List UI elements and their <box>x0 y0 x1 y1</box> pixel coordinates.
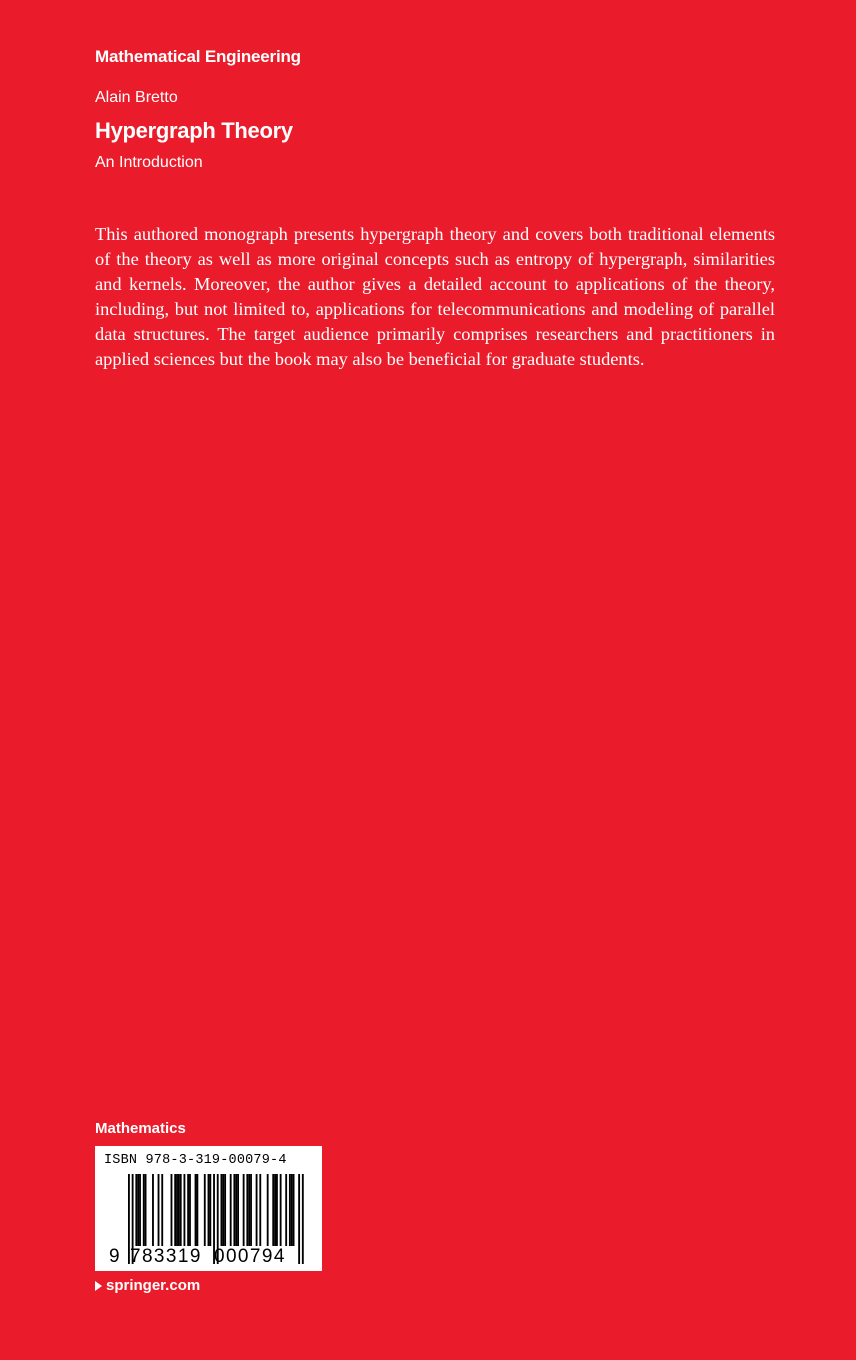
barcode-bar <box>243 1174 245 1246</box>
book-subtitle: An Introduction <box>95 154 203 171</box>
barcode-bar <box>139 1174 141 1246</box>
barcode-bar <box>276 1174 278 1246</box>
barcode-bar <box>187 1174 189 1246</box>
barcode-bar <box>137 1174 139 1246</box>
barcode-bar <box>230 1174 232 1246</box>
barcode-bar <box>176 1174 178 1246</box>
barcode-bar <box>196 1174 198 1246</box>
barcode-bar <box>174 1174 176 1246</box>
barcode-bar <box>224 1174 226 1246</box>
barcode-bar <box>272 1174 274 1246</box>
barcode-bar <box>267 1174 269 1246</box>
isbn-barcode <box>95 1146 322 1271</box>
barcode-bar <box>256 1174 258 1246</box>
ean-first-digit: 9 <box>109 1246 120 1267</box>
barcode-bar <box>171 1174 173 1246</box>
series-name: Mathematical Engineering <box>95 47 301 66</box>
back-cover-blurb: This authored monograph presents hypergraph theory and covers both traditional elements of the theory as well as more original concepts such as entropy of hypergraph, similarities and kernels. Moreover, the author gives a detailed account to applications of the theory, including, but not limited to, applications for telecommunications and modeling of parallel data structures. The target audience primarily comprises researchers and practitioners in applied sciences but the book may also be beneficial for graduate students. <box>95 224 775 369</box>
author-name: Alain Bretto <box>95 89 178 106</box>
book-title: Hypergraph Theory <box>95 118 293 143</box>
barcode-bar <box>135 1174 137 1246</box>
barcode-bar <box>143 1174 145 1246</box>
barcode-bar <box>189 1174 191 1246</box>
barcode-bar <box>145 1174 147 1246</box>
barcode-bar <box>285 1174 287 1246</box>
barcode-bar <box>289 1174 291 1246</box>
barcode-bar <box>246 1174 248 1246</box>
barcode-bar <box>184 1174 186 1246</box>
arrow-right-icon <box>95 1281 102 1291</box>
barcode-bar <box>161 1174 163 1246</box>
ean-left-digits: 783319 <box>130 1246 202 1267</box>
barcode-bar <box>204 1174 206 1246</box>
barcode-bar <box>248 1174 250 1246</box>
barcode-bar <box>195 1174 197 1246</box>
barcode-bar <box>293 1174 295 1246</box>
barcode-bar <box>291 1174 293 1246</box>
barcode-bar <box>209 1174 211 1246</box>
barcode-bar <box>208 1174 210 1246</box>
barcode-bar <box>178 1174 180 1246</box>
publisher-website[interactable] <box>95 1277 200 1294</box>
website-label: springer.com <box>106 1277 201 1294</box>
barcode-bar <box>235 1174 237 1246</box>
barcode-bar <box>221 1174 223 1246</box>
barcode-bar <box>180 1174 182 1246</box>
ean-right-digits: 000794 <box>214 1246 286 1267</box>
isbn-text: ISBN 978-3-319-00079-4 <box>104 1153 287 1168</box>
barcode-bar <box>250 1174 252 1246</box>
barcode-bar <box>158 1174 160 1246</box>
subject-label: Mathematics <box>95 1120 186 1137</box>
barcode-bar <box>233 1174 235 1246</box>
barcode-bar <box>152 1174 154 1246</box>
barcode-bar <box>259 1174 261 1246</box>
barcode-bar <box>274 1174 276 1246</box>
barcode-bar <box>280 1174 282 1246</box>
barcode-bar <box>222 1174 224 1246</box>
barcode-bar <box>237 1174 239 1246</box>
